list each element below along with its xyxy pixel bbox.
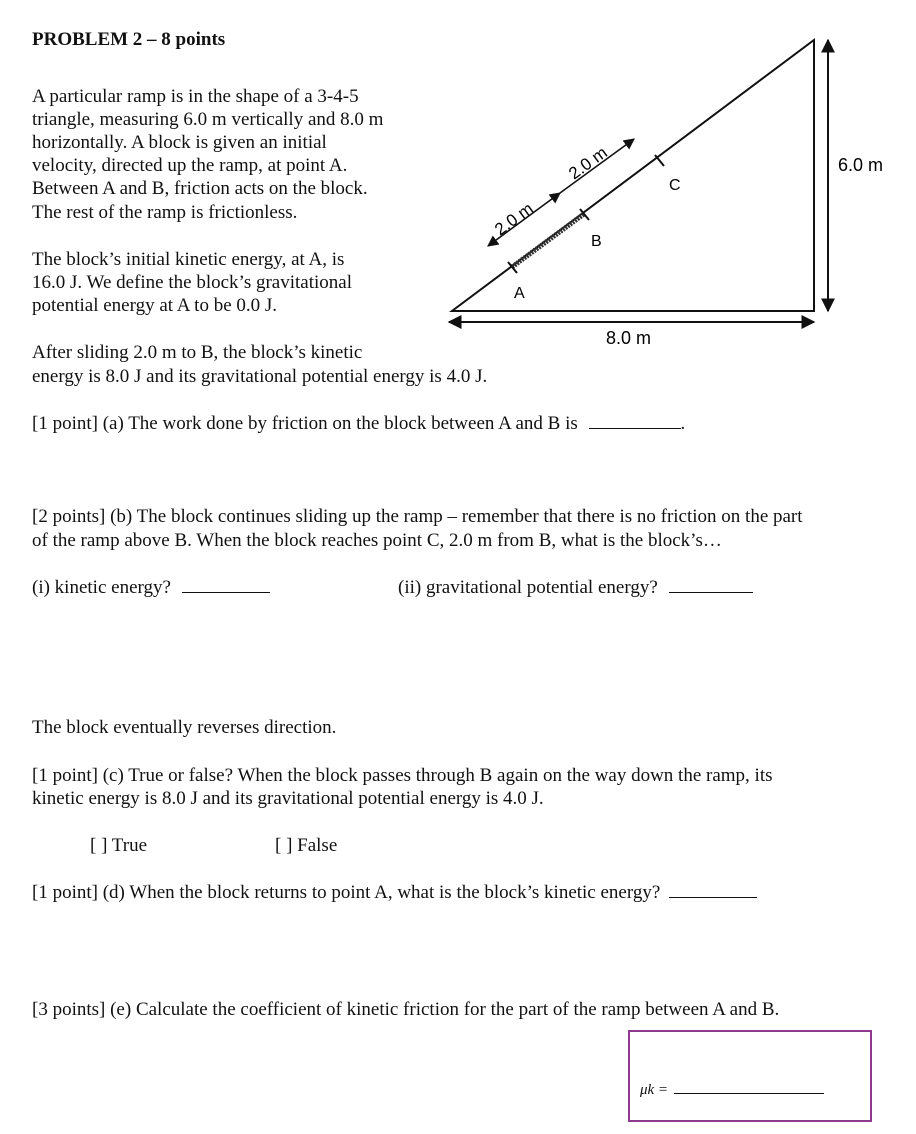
part-b-i-text: (i) kinetic energy? bbox=[32, 577, 171, 598]
part-b-line: [2 points] (b) The block continues sliding up the ramp – remember that there is no friction on the part bbox=[32, 506, 803, 527]
reverse-text: The block eventually reverses direction. bbox=[32, 717, 337, 738]
mu-answer bbox=[640, 1082, 824, 1099]
ramp-triangle bbox=[452, 40, 814, 311]
part-b-i bbox=[32, 576, 270, 599]
label-seg2: 2.0 m bbox=[565, 142, 611, 184]
energy-line: The block’s initial kinetic energy, at A, is bbox=[32, 249, 345, 270]
intro-line: A particular ramp is in the shape of a 3-4-5 bbox=[32, 86, 359, 107]
energy-line: potential energy at A to be 0.0 J. bbox=[32, 295, 278, 316]
after-line: After sliding 2.0 m to B, the block’s kinetic bbox=[32, 342, 363, 363]
label-horizontal: 8.0 m bbox=[606, 328, 652, 348]
part-d-answer-blank[interactable] bbox=[669, 881, 757, 898]
part-b-line: of the ramp above B. When the block reaches point C, 2.0 m from B, what is the block’s… bbox=[32, 530, 722, 551]
label-point-a: A bbox=[514, 285, 525, 302]
label-point-c: C bbox=[669, 177, 681, 194]
part-b-ii-answer-blank[interactable] bbox=[669, 576, 753, 593]
label-vertical: 6.0 m bbox=[838, 155, 884, 175]
part-d-text: [1 point] (d) When the block returns to point A, what is the block’s kinetic energy? bbox=[32, 882, 661, 903]
option-false-checkbox[interactable]: [ ] False bbox=[275, 835, 338, 856]
part-c-line: kinetic energy is 8.0 J and its gravitational potential energy is 4.0 J. bbox=[32, 788, 544, 809]
problem-title: PROBLEM 2 – 8 points bbox=[32, 29, 226, 50]
part-c-line: [1 point] (c) True or false? When the block passes through B again on the way down the ramp, its bbox=[32, 765, 773, 786]
part-a-text: [1 point] (a) The work done by friction on the block between A and B is bbox=[32, 413, 578, 434]
part-a-answer-blank[interactable] bbox=[589, 412, 681, 429]
option-true-checkbox[interactable]: [ ] True bbox=[90, 835, 148, 856]
ramp-diagram bbox=[0, 0, 916, 380]
part-b-ii-text: (ii) gravitational potential energy? bbox=[398, 577, 658, 598]
mu-label: μk = bbox=[640, 1082, 669, 1098]
intro-line: Between A and B, friction acts on the block. bbox=[32, 178, 368, 199]
part-d bbox=[32, 881, 757, 904]
answer-box[interactable] bbox=[628, 1030, 872, 1122]
after-line: energy is 8.0 J and its gravitational potential energy is 4.0 J. bbox=[32, 366, 488, 387]
part-b-ii bbox=[398, 576, 753, 599]
label-seg1: 2.0 m bbox=[491, 198, 537, 240]
part-a: [1 point] (a) The work done by friction on the block between A and B is . bbox=[32, 413, 686, 434]
label-point-b: B bbox=[591, 233, 602, 250]
intro-line: horizontally. A block is given an initial bbox=[32, 132, 327, 153]
intro-line: triangle, measuring 6.0 m vertically and 8.0 m bbox=[32, 109, 384, 130]
energy-line: 16.0 J. We define the block’s gravitational bbox=[32, 272, 352, 293]
mu-answer-blank[interactable] bbox=[674, 1083, 824, 1094]
part-e: [3 points] (e) Calculate the coefficient of kinetic friction for the part of the ramp between A and B. bbox=[32, 999, 780, 1020]
intro-line: velocity, directed up the ramp, at point A. bbox=[32, 155, 348, 176]
intro-line: The rest of the ramp is frictionless. bbox=[32, 202, 298, 223]
part-b-i-answer-blank[interactable] bbox=[182, 576, 270, 593]
